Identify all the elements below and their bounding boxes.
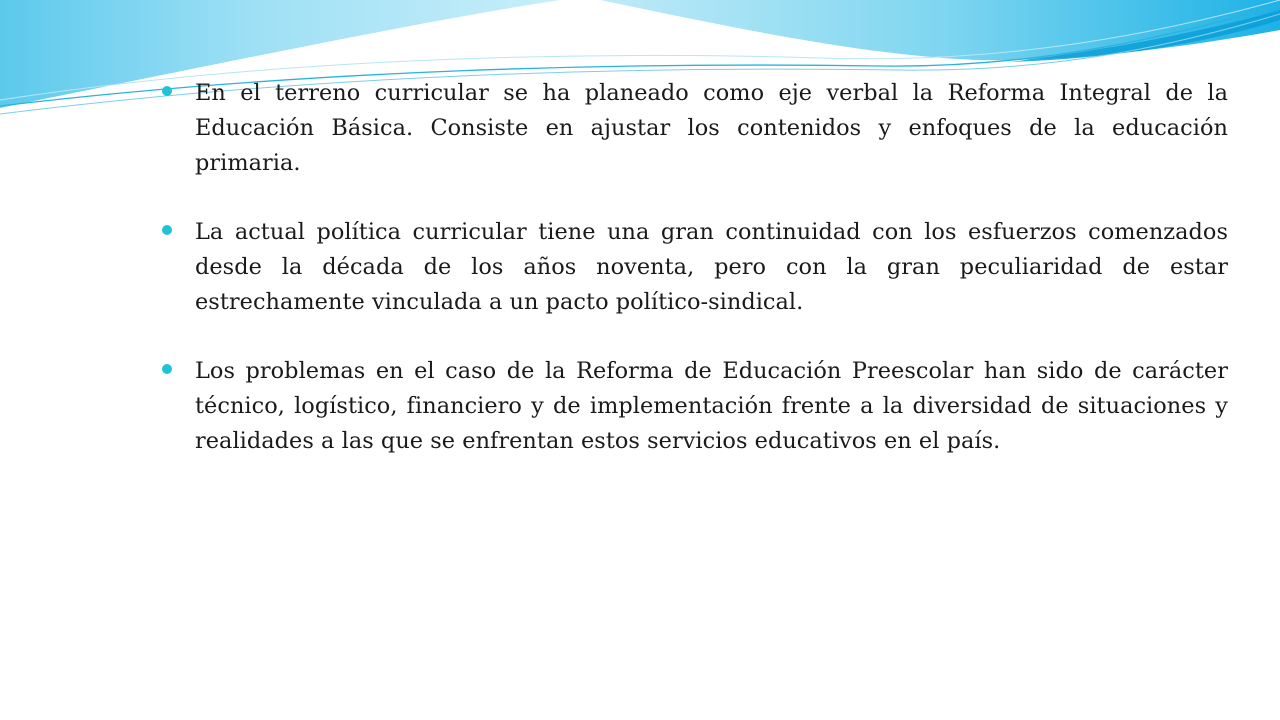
bullet-list bbox=[162, 76, 1228, 459]
filled-circle-bullet-icon bbox=[162, 364, 172, 374]
slide-content bbox=[162, 76, 1228, 493]
bullet-item-1 bbox=[162, 76, 1228, 181]
bullet-item-2 bbox=[162, 215, 1228, 320]
wave-band-right bbox=[600, 0, 1280, 60]
bullet-text-3: Los problemas en el caso de la Reforma de Educación Preescolar han sido de carácter técnico, logístico, financiero y de implementación frente a la diversidad de situaciones y realidades a las que se enfrentan estos servicios educativos en el país. bbox=[195, 358, 1228, 454]
bullet-item-3 bbox=[162, 354, 1228, 459]
bullet-text-1: En el terreno curricular se ha planeado como eje verbal la Reforma Integral de la Educación Básica. Consiste en ajustar los contenidos y enfoques de la educación primaria. bbox=[195, 80, 1228, 176]
filled-circle-bullet-icon bbox=[162, 225, 172, 235]
bullet-text-2: La actual política curricular tiene una gran continuidad con los esfuerzos comenzados desde la década de los años noventa, pero con la gran peculiaridad de estar estrechamente vinculada a un pacto político-sindical. bbox=[195, 219, 1228, 315]
filled-circle-bullet-icon bbox=[162, 86, 172, 96]
